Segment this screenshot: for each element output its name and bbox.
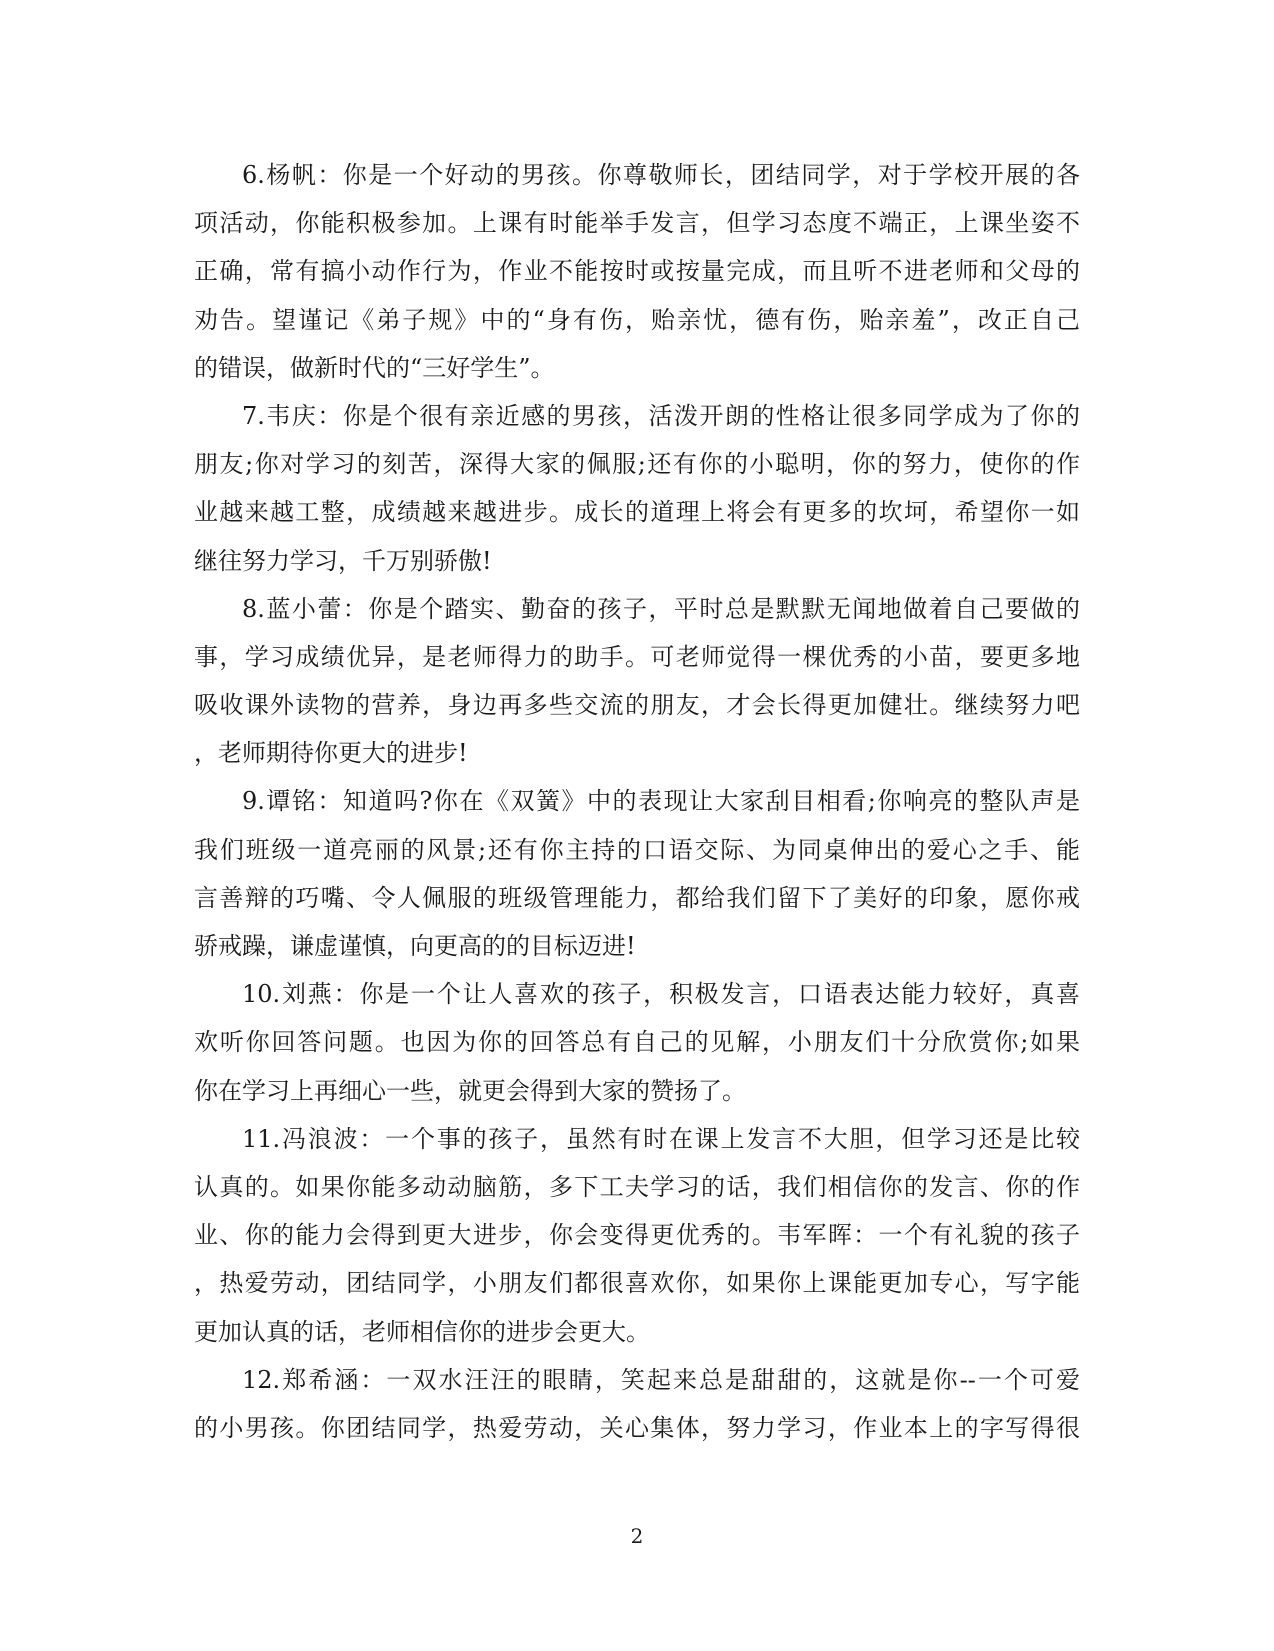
paragraph-8-line-4: ，老师期待你更大的进步! <box>194 739 468 768</box>
paragraph-9-line-4: 骄戒躁，谦虚谨慎，向更高的的目标迈进! <box>194 932 636 960</box>
paragraph-6-line-3: 正确，常有搞小动作行为，作业不能按时或按量完成，而且听不进老师和父母的 <box>194 257 1080 286</box>
paragraph-10-line-1: 10.刘燕：你是一个让人喜欢的孩子，积极发言，口语表达能力较好，真喜 <box>242 980 1080 1009</box>
paragraph-10-line-2: 欢听你回答问题。也因为你的回答总有自己的见解，小朋友们十分欣赏你;如果 <box>194 1028 1080 1057</box>
paragraph-8-line-1: 8.蓝小蕾：你是个踏实、勤奋的孩子，平时总是默默无闻地做着自己要做的 <box>242 594 1080 623</box>
paragraph-9-line-2: 我们班级一道亮丽的风景;还有你主持的口语交际、为同桌伸出的爱心之手、能 <box>194 835 1080 864</box>
paragraph-11-line-1: 11.冯浪波：一个事的孩子，虽然有时在课上发言不大胆，但学习还是比较 <box>242 1124 1080 1153</box>
paragraph-12-line-1: 12.郑希涵：一双水汪汪的眼睛，笑起来总是甜甜的，这就是你--一个可爱 <box>242 1365 1080 1394</box>
paragraph-7-line-2: 朋友;你对学习的刻苦，深得大家的佩服;还有你的小聪明，你的努力，使你的作 <box>194 450 1080 479</box>
paragraph-6-line-2: 项活动，你能积极参加。上课有时能举手发言，但学习态度不端正，上课坐姿不 <box>194 209 1080 238</box>
paragraph-6-line-5: 的错误，做新时代的“三好学生”。 <box>194 353 555 382</box>
paragraph-8-line-2: 事，学习成绩优异，是老师得力的助手。可老师觉得一棵优秀的小苗，要更多地 <box>194 642 1080 671</box>
paragraph-7-line-4: 继往努力学习，千万别骄傲! <box>194 546 492 575</box>
paragraph-11-line-5: 更加认真的话，老师相信你的进步会更大。 <box>194 1317 650 1346</box>
paragraph-9-line-1: 9.谭铭：知道吗?你在《双簧》中的表现让大家刮目相看;你响亮的整队声是 <box>242 787 1080 816</box>
paragraph-11-line-2: 认真的。如果你能多动动脑筋，多下工夫学习的话，我们相信你的发言、你的作 <box>194 1172 1080 1201</box>
paragraph-11-line-3: 业、你的能力会得到更大进步，你会变得更优秀的。韦军晖：一个有礼貌的孩子 <box>194 1221 1080 1250</box>
paragraph-6-line-4: 劝告。望谨记《弟子规》中的“身有伤，贻亲忧，德有伤，贻亲羞”，改正自己 <box>194 305 1080 334</box>
paragraph-7-line-1: 7.韦庆：你是个很有亲近感的男孩，活泼开朗的性格让很多同学成为了你的 <box>242 401 1080 430</box>
paragraph-9-line-3: 言善辩的巧嘴、令人佩服的班级管理能力，都给我们留下了美好的印象，愿你戒 <box>194 883 1080 912</box>
paragraph-10-line-3: 你在学习上再细心一些，就更会得到大家的赞扬了。 <box>194 1076 746 1105</box>
page-number: 2 <box>630 1524 644 1548</box>
document-body <box>194 151 1080 1452</box>
paragraph-12-line-2: 的小男孩。你团结同学，热爱劳动，关心集体，努力学习，作业本上的字写得很 <box>194 1413 1080 1442</box>
paragraph-7-line-3: 业越来越工整，成绩越来越进步。成长的道理上将会有更多的坎坷，希望你一如 <box>194 498 1080 527</box>
paragraph-8-line-3: 吸收课外读物的营养，身边再多些交流的朋友，才会长得更加健壮。继续努力吧 <box>194 691 1080 720</box>
paragraph-11-line-4: ，热爱劳动，团结同学，小朋友们都很喜欢你，如果你上课能更加专心，写字能 <box>194 1269 1080 1298</box>
paragraph-6-line-1: 6.杨帆：你是一个好动的男孩。你尊敬师长，团结同学，对于学校开展的各 <box>242 161 1080 189</box>
